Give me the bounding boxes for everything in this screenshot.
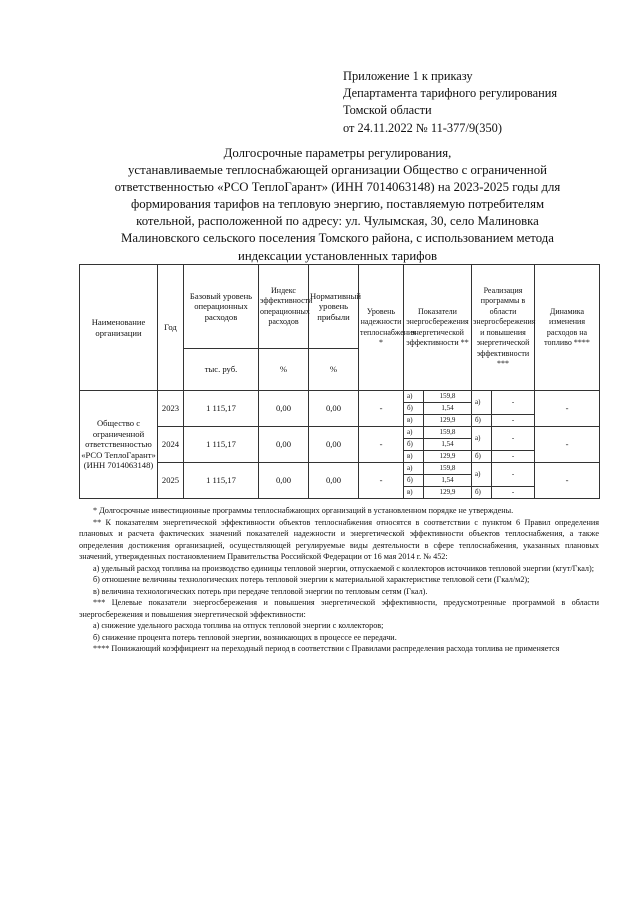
program-value: - [492, 391, 535, 415]
footnote: ** К показателям энергетической эффективности объектов теплоснабжения относятся в соответствии с пунктом 6 Правил определения плановых и расчета фактических значений показателей надежности и энергетической эффективности объектов теплоснабжения, а также определения достижения организацией, осуществляющей регулируемые виды деятельности в сфере теплоснабжения, указанных плановых значений, утвержденных постановлением Правительства Российской Федерации от 16 мая 2014 г. № 452: [79, 517, 599, 561]
energy-value: 129,9 [424, 451, 472, 463]
title-line: котельной, расположенной по адресу: ул. Чулымская, 30, село Малиновка [136, 214, 539, 229]
footnote-item: а) удельный расход топлива на производство единицы тепловой энергии, отпускаемой с коллекторов источников тепловой энергии (кгут/Гкал); [93, 563, 594, 573]
base-cell: 1 115,17 [184, 427, 259, 463]
parameters-table [79, 264, 600, 499]
energy-label: в) [404, 487, 424, 499]
energy-value: 159,8 [424, 391, 472, 403]
program-label: а) [472, 391, 492, 415]
table-row [80, 391, 600, 403]
title-line: формирования тарифов на тепловую энергию, поставляемую потребителям [130, 197, 545, 212]
program-value: - [492, 463, 535, 487]
unit-index: % [259, 349, 309, 391]
energy-label: б) [404, 439, 424, 451]
appendix-line: Томской области [343, 103, 432, 118]
program-value: - [492, 451, 535, 463]
table-row [80, 463, 600, 475]
reliability-cell: - [359, 463, 404, 499]
index-cell: 0,00 [259, 463, 309, 499]
energy-label: в) [404, 451, 424, 463]
unit-base: тыс. руб. [184, 349, 259, 391]
norm-cell: 0,00 [309, 427, 359, 463]
title-line: Малиновского сельского поселения Томского района, с использованием метода [121, 231, 554, 246]
footnote-item: б) снижение процента потерь тепловой энергии, возникающих в процессе ее передачи. [93, 632, 397, 642]
energy-label: б) [404, 403, 424, 415]
header-reliability: Уровень надежности теплоснабжения * [359, 265, 404, 391]
title-line: индексации установленных тарифов [237, 248, 438, 263]
document-title [80, 145, 595, 265]
reliability-cell: - [359, 427, 404, 463]
energy-value: 159,8 [424, 427, 472, 439]
table-row [80, 427, 600, 439]
energy-value: 129,9 [424, 487, 472, 499]
energy-value: 159,8 [424, 463, 472, 475]
base-cell: 1 115,17 [184, 463, 259, 499]
footnotes [79, 505, 599, 655]
program-value: - [492, 427, 535, 451]
norm-cell: 0,00 [309, 391, 359, 427]
program-value: - [492, 487, 535, 499]
title-line: устанавливаемые теплоснабжающей организации Общество с ограниченной [128, 163, 547, 178]
appendix-block [343, 68, 557, 137]
energy-value: 1,54 [424, 439, 472, 451]
program-label: а) [472, 427, 492, 451]
year-cell: 2023 [158, 391, 184, 427]
footnote: **** Понижающий коэффициент на переходный период в соответствии с Правилами распределения расхода топлива не применяется [93, 644, 560, 653]
energy-label: б) [404, 475, 424, 487]
appendix-line: Департамента тарифного регулирования [343, 86, 558, 101]
footnote-item: б) отношение величины технологических потерь тепловой энергии к материальной характеристике тепловой сети (Гкал/м2); [93, 575, 530, 584]
year-cell: 2024 [158, 427, 184, 463]
energy-label: а) [404, 427, 424, 439]
footnote: *** Целевые показатели энергосбережения и повышения энергетической эффективности, предусмотренные программой в области энергосбережения и повышения энергетической эффективности: [79, 598, 599, 619]
org-name-cell: Общество с ограниченной ответственностью «РСО ТеплоГарант» (ИНН 7014063148) [80, 391, 158, 499]
dynamics-cell: - [535, 463, 600, 499]
footnote-item: в) величина технологических потерь при передаче тепловой энергии по тепловым сетям (Гкал). [93, 586, 428, 596]
program-label: б) [472, 451, 492, 463]
title-line: Долгосрочные параметры регулирования, [223, 146, 452, 160]
energy-value: 129,9 [424, 415, 472, 427]
energy-label: в) [404, 415, 424, 427]
header-index: Индекс эффективности операционных расходов [259, 265, 309, 349]
header-row [80, 265, 600, 349]
index-cell: 0,00 [259, 427, 309, 463]
footnote-item: а) снижение удельного расхода топлива на отпуск тепловой энергии с коллекторов; [93, 621, 384, 630]
dynamics-cell: - [535, 427, 600, 463]
program-label: б) [472, 487, 492, 499]
energy-label: а) [404, 391, 424, 403]
title-line: ответственностью «РСО ТеплоГарант» (ИНН 7014063148) на 2023-2025 годы для [114, 180, 561, 195]
program-value: - [492, 415, 535, 427]
unit-norm: % [309, 349, 359, 391]
header-program: Реализация программы в области энергосбережения и повышения энергетической эффективности *** [472, 265, 535, 391]
appendix-line: Приложение 1 к приказу [343, 69, 473, 83]
header-energy: Показатели энергосбережения энергетической эффективности ** [404, 265, 472, 391]
header-year: Год [158, 265, 184, 391]
norm-cell: 0,00 [309, 463, 359, 499]
header-dynamics: Динамика изменения расходов на топливо **** [535, 265, 600, 391]
index-cell: 0,00 [259, 391, 309, 427]
dynamics-cell: - [535, 391, 600, 427]
program-label: а) [472, 463, 492, 487]
base-cell: 1 115,17 [184, 391, 259, 427]
year-cell: 2025 [158, 463, 184, 499]
appendix-line: от 24.11.2022 № 11-377/9(350) [343, 120, 502, 135]
footnote: * Долгосрочные инвестиционные программы теплоснабжающих организаций в установленном порядке не утверждены. [93, 506, 514, 515]
reliability-cell: - [359, 391, 404, 427]
energy-value: 1,54 [424, 403, 472, 415]
header-base: Базовый уровень операционных расходов [184, 265, 259, 349]
energy-label: а) [404, 463, 424, 475]
header-org: Наименование организации [80, 265, 158, 391]
program-label: б) [472, 415, 492, 427]
energy-value: 1,54 [424, 475, 472, 487]
header-norm: Нормативный уровень прибыли [309, 265, 359, 349]
